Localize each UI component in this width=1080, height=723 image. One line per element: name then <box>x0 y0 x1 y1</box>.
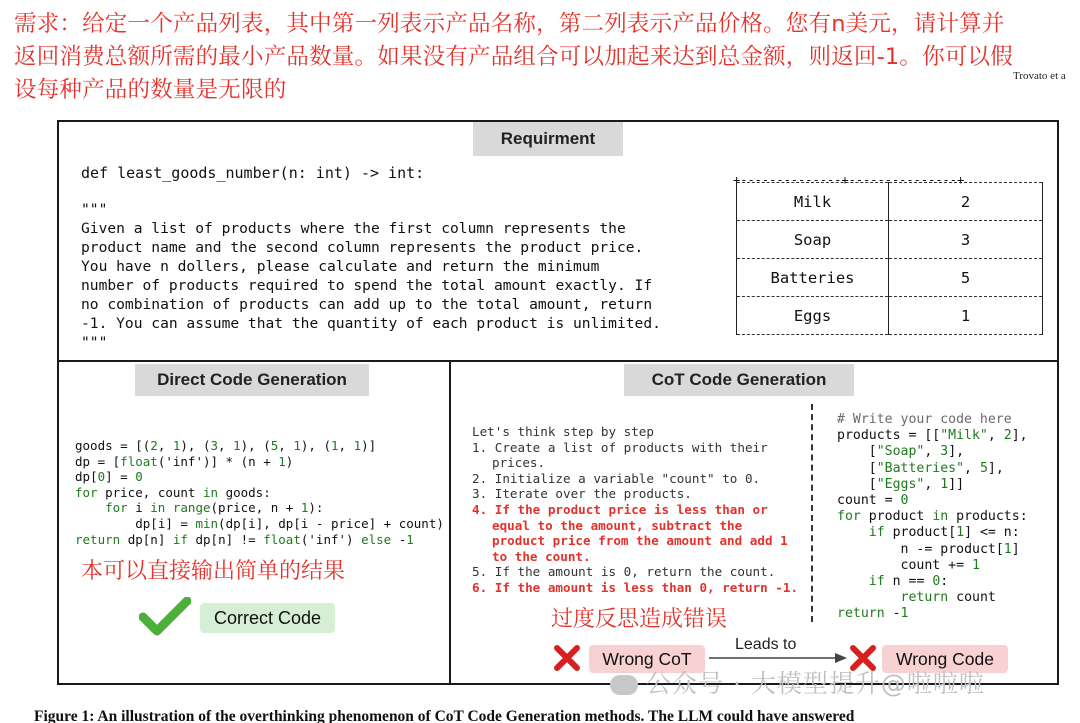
product-name: Eggs <box>737 297 889 335</box>
code-line: dp[0] = 0 <box>75 469 143 485</box>
code-line: return count <box>900 590 996 606</box>
check-icon <box>139 597 191 637</box>
table-top-border: +--------------+---------------+ <box>733 173 965 187</box>
product-name: Milk <box>737 183 889 221</box>
panel-divider <box>449 362 451 683</box>
code-line: ["Soap", 3], <box>837 444 965 460</box>
cot-step: 1. Create a list of products with their prices. <box>472 439 768 471</box>
cot-step-highlight: 6. If the amount is less than 0, return -1. <box>472 579 799 595</box>
cot-intro: Let's think step by step <box>472 424 654 439</box>
code-line: n -= product[1] <box>900 541 1020 557</box>
code-line: ["Eggs", 1]] <box>837 476 965 492</box>
figure-caption: Figure 1: An illustration of the overthinking phenomenon of CoT Code Generation methods. The LLM could have answered <box>34 708 855 723</box>
table-row <box>737 183 1043 221</box>
product-price: 2 <box>889 183 1043 221</box>
dashed-divider <box>811 404 813 622</box>
code-line: # Write your code here <box>837 412 1012 427</box>
code-line: if n == 0: <box>868 574 949 590</box>
figure-frame <box>57 120 1059 685</box>
code-line: for product in products: <box>837 509 1028 525</box>
direct-code-block <box>75 438 444 547</box>
table-row <box>737 221 1043 259</box>
table-row <box>737 297 1043 335</box>
watermark <box>610 664 985 700</box>
table-row <box>737 259 1043 297</box>
cot-step: 5. If the amount is 0, return the count. <box>472 564 776 580</box>
product-price: 5 <box>889 259 1043 297</box>
cot-step: 2. Initialize a variable "count" to 0. <box>472 470 761 486</box>
cot-step-highlight: 4. If the product price is less than or equal to the amount, subtract the product price from the amount and add 1 to the count. <box>472 501 788 564</box>
code-line: return -1 <box>837 606 909 622</box>
product-price: 1 <box>889 297 1043 335</box>
wrong-cot-badge: Wrong CoT <box>589 645 705 673</box>
code-line: count += 1 <box>900 557 980 573</box>
code-line: for i in range(price, n + 1): <box>105 500 324 516</box>
overthink-note-cn: 过度反思造成错误 <box>551 607 728 632</box>
cot-tab: CoT Code Generation <box>624 364 854 396</box>
watermark-text: 公众号 · 大模型提升@啦啦啦 <box>646 669 985 698</box>
x-mark-icon <box>553 644 581 672</box>
leads-to-label: Leads to <box>735 636 797 653</box>
docstring: """ Given a list of products where the first column represents the product name and the second column represents the product price. You have n dollers, please calculate and return the minimum number of products required to spend the total amount exactly. If no combination of products can add up to the total amount, return -1. You can assume that the quantity of each product is unlimited. """ <box>81 201 661 351</box>
product-name: Soap <box>737 221 889 259</box>
code-line: goods = [(2, 1), (3, 1), (5, 1), (1, 1)] <box>75 438 377 453</box>
requirement-panel <box>59 122 1057 362</box>
chinese-requirement-header: 需求：给定一个产品列表，其中第一列表示产品名称，第二列表示产品价格。您有n美元，请计算并返回消费总额所需的最小产品数量。如果没有产品组合可以加起来达到总金额，则返回-1。你可以假设每种产品的数量是无限的 <box>14 11 1013 103</box>
code-line: return dp[n] if dp[n] != float('inf') else -1 <box>75 531 414 547</box>
arrow-right-icon <box>709 652 849 664</box>
code-line: products = [["Milk", 2], <box>837 428 1028 444</box>
cot-steps <box>472 424 802 596</box>
direct-note-cn: 本可以直接输出简单的结果 <box>81 559 346 584</box>
code-line: for price, count in goods: <box>75 484 271 500</box>
code-line: dp[i] = min(dp[i], dp[i - price] + count) <box>135 515 444 531</box>
cot-step: 3. Iterate over the products. <box>472 486 692 502</box>
product-price: 3 <box>889 221 1043 259</box>
code-line: if product[1] <= n: <box>868 525 1020 541</box>
side-author-text: Trovato et a <box>1013 70 1066 82</box>
products-table <box>736 182 1043 335</box>
code-line: ["Batteries", 5], <box>837 460 1004 476</box>
product-name: Batteries <box>737 259 889 297</box>
function-signature: def least_goods_number(n: int) -> int: <box>81 164 425 182</box>
code-line: count = 0 <box>837 493 909 509</box>
code-line: dp = [float('inf')] * (n + 1) <box>75 453 294 469</box>
direct-tab: Direct Code Generation <box>135 364 369 396</box>
wechat-icon <box>610 675 638 695</box>
cot-code-block <box>837 412 1028 623</box>
requirement-tab: Requirment <box>473 122 623 156</box>
correct-code-badge: Correct Code <box>200 603 335 633</box>
wrong-code-badge: Wrong Code <box>882 645 1008 673</box>
